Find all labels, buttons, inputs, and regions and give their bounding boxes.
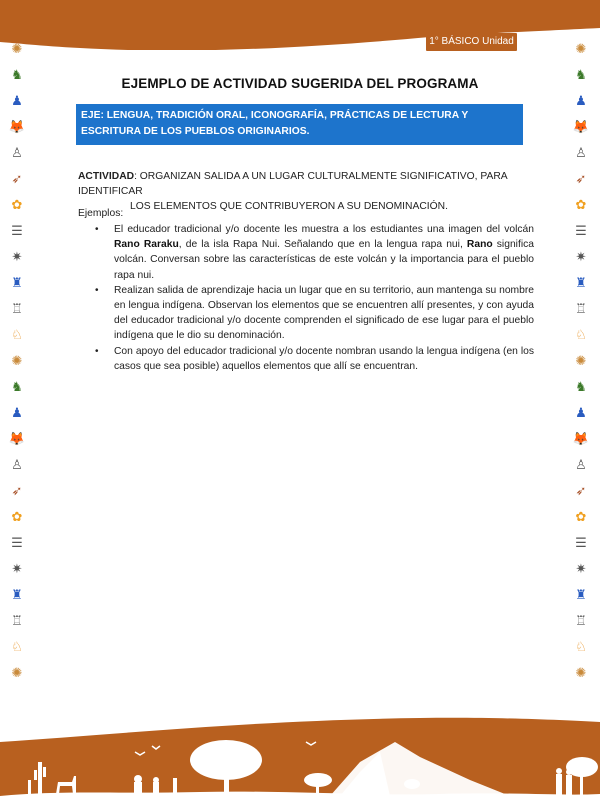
striped-pot-icon: ☰: [575, 535, 587, 550]
bullet-icon: •: [95, 345, 99, 357]
gray-hatted-man-icon: ♖: [11, 301, 23, 316]
ejemplos-label: Ejemplos:: [78, 208, 124, 219]
sun-disc-icon: ✺: [575, 41, 587, 56]
blue-robot-figure-icon: ♜: [11, 587, 23, 602]
orange-flower-icon: ✿: [11, 509, 23, 524]
green-figure-icon: ♞: [575, 67, 587, 82]
red-fox-icon: 🦊: [8, 119, 26, 134]
gray-man-icon: ♙: [575, 457, 587, 472]
blue-robot-figure-icon: ♜: [575, 587, 587, 602]
sun-disc-icon: ✺: [11, 41, 23, 56]
item-bold-text: Rano: [466, 239, 493, 251]
actividad-label: ACTIVIDAD: [78, 171, 135, 182]
orange-llama-icon: ♘: [575, 639, 587, 654]
brown-bird-icon: ➶: [11, 171, 23, 186]
item-text: El educador tradicional y/o docente les muestra a los estudiantes una imagen del volcán: [114, 224, 534, 235]
gray-man-icon: ♙: [11, 457, 23, 472]
item-text: , de la isla Rapa Nui. Señalando que en la lengua rapa nui,: [178, 239, 467, 251]
green-figure-icon: ♞: [575, 379, 587, 394]
blue-figure-icon: ♟: [575, 405, 587, 420]
star-burst-icon: ✷: [575, 249, 587, 264]
actividad-line-1: : ORGANIZAN SALIDA A UN LUGAR CULTURALMENTE SIGNIFICATIVO, PARA IDENTIFICAR: [78, 171, 508, 197]
sun-disc-icon: ✺: [11, 353, 23, 368]
red-fox-icon: 🦊: [572, 119, 590, 134]
item-text: significa volcán. Conversan sobre las características de este volcán y la importancia para el pueblo rapa nui.: [114, 239, 534, 281]
actividad-block: [78, 169, 538, 214]
eje-box: EJE: LENGUA, TRADICIÓN ORAL, ICONOGRAFÍA, PRÁCTICAS DE LECTURA Y ESCRITURA DE LOS PUEBLOS ORIGINARIOS.: [76, 104, 523, 145]
star-burst-icon: ✷: [11, 561, 23, 576]
red-fox-icon: 🦊: [8, 431, 26, 446]
blue-figure-icon: ♟: [11, 93, 23, 108]
star-burst-icon: ✷: [575, 561, 587, 576]
orange-flower-icon: ✿: [11, 197, 23, 212]
actividad-line-2: LOS ELEMENTOS QUE CONTRIBUYERON A SU DENOMINACIÓN.: [130, 201, 448, 212]
bullet-icon: •: [95, 284, 99, 296]
footer-landscape-banner: [0, 712, 600, 800]
sun-disc-icon: ✺: [575, 665, 587, 680]
orange-flower-icon: ✿: [575, 509, 587, 524]
orange-llama-icon: ♘: [11, 327, 23, 342]
item-text: Realizan salida de aprendizaje hacia un lugar que en su territorio, aun mantenga su nombre en lengua indígena. Observan los elementos que se encuentren allí presentes, y con ayuda del educador tradicional y/o docente comprenden el significado de ese lugar para el pueblo indígena que le dio su denominación.: [114, 284, 534, 342]
item-bold-text: Rano Raraku: [114, 239, 179, 251]
orange-llama-icon: ♘: [575, 327, 587, 342]
blue-robot-figure-icon: ♜: [11, 275, 23, 290]
sun-disc-icon: ✺: [11, 665, 23, 680]
gray-hatted-man-icon: ♖: [11, 613, 23, 628]
striped-pot-icon: ☰: [575, 223, 587, 238]
brown-bird-icon: ➶: [11, 483, 23, 498]
right-decorative-border: [566, 42, 596, 702]
list-item: [78, 222, 534, 283]
gray-hatted-man-icon: ♖: [575, 613, 587, 628]
list-item: [78, 344, 534, 374]
left-decorative-border: [2, 42, 32, 702]
gray-man-icon: ♙: [575, 145, 587, 160]
brown-bird-icon: ➶: [575, 483, 587, 498]
striped-pot-icon: ☰: [11, 535, 23, 550]
green-figure-icon: ♞: [11, 379, 23, 394]
unit-badge: 1° BÁSICO Unidad 3: [426, 33, 517, 51]
brown-bird-icon: ➶: [575, 171, 587, 186]
bullet-icon: •: [95, 224, 99, 235]
red-fox-icon: 🦊: [572, 431, 590, 446]
gray-man-icon: ♙: [11, 145, 23, 160]
item-text: Con apoyo del educador tradicional y/o docente nombran usando la lengua indígena (en los casos que sea posible) aquellos elementos que allí se encuentran.: [114, 345, 534, 372]
orange-llama-icon: ♘: [11, 639, 23, 654]
ejemplos-list: [78, 222, 534, 374]
orange-flower-icon: ✿: [575, 197, 587, 212]
page-title: EJEMPLO DE ACTIVIDAD SUGERIDA DEL PROGRAMA: [121, 76, 479, 91]
sun-disc-icon: ✺: [575, 353, 587, 368]
blue-figure-icon: ♟: [11, 405, 23, 420]
striped-pot-icon: ☰: [11, 223, 23, 238]
green-figure-icon: ♞: [11, 67, 23, 82]
blue-figure-icon: ♟: [575, 93, 587, 108]
star-burst-icon: ✷: [11, 249, 23, 264]
gray-hatted-man-icon: ♖: [575, 301, 587, 316]
blue-robot-figure-icon: ♜: [575, 275, 587, 290]
list-item: [78, 283, 534, 344]
